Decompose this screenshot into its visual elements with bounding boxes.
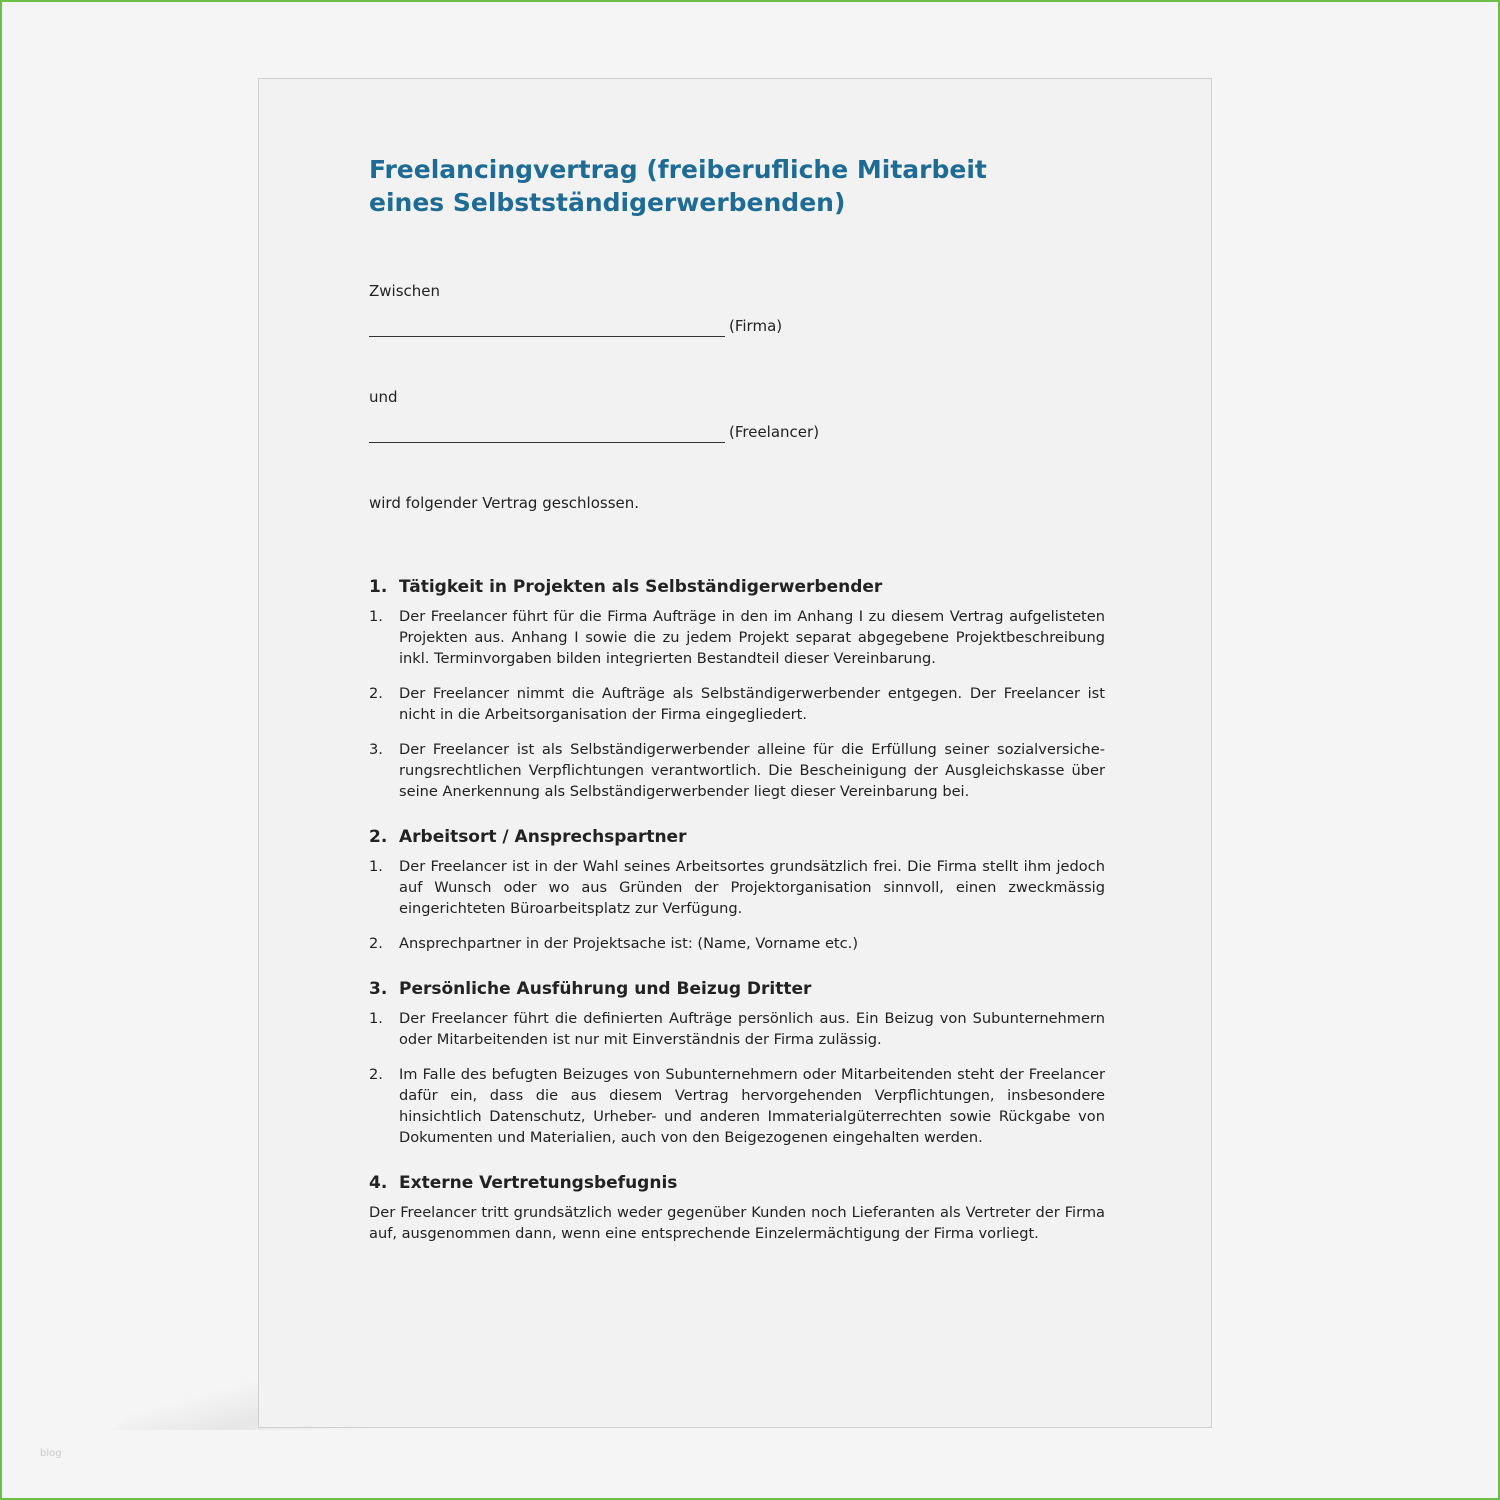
document-page — [258, 78, 1212, 1428]
freelancer-label: (Freelancer) — [729, 423, 820, 441]
firma-field — [369, 316, 1105, 337]
list-item: 2. Ansprechpartner in der Projektsache ist: (Name, Vorname etc.) — [369, 935, 859, 952]
section-heading: 2. Arbeitsort / Ansprechspartner — [369, 827, 687, 847]
watermark: blog — [40, 1448, 62, 1459]
firma-blank-line — [369, 318, 725, 337]
list-item: 1. Der Freelancer ist in der Wahl seines Arbeitsortes grundsätzlich frei. Die Firma stellt ihm jedoch auf Wunsch oder wo aus Gründen der Projektorganisation sinnvoll, einen zweckmässig eingerichteten Büroarbeitsplatz zur Verfügung. — [369, 858, 1105, 917]
list-item: 3. Der Freelancer ist als Selbständigerwerbender alleine für die Erfüllung seiner sozialversiche-rungsrechtlichen Verpflichtungen verantwortlich. Die Bescheinigung der Ausgleichskasse über seine Anerkennung als Selbständigerwerbender liegt dieser Vereinbarung bei. — [369, 741, 1105, 800]
document-title — [369, 153, 1105, 219]
section-paragraph: Der Freelancer tritt grundsätzlich weder gegenüber Kunden noch Lieferanten als Vertreter der Firma auf, ausgenommen dann, wenn eine entsprechende Einzelermächtigung der Firma vorliegt. — [369, 1204, 1105, 1242]
list-item: 1. Der Freelancer führt für die Firma Aufträge in den im Anhang I zu diesem Vertrag aufgelisteten Projekten aus. Anhang I sowie die zu jedem Projekt separat abgegebene Projektbeschreibung inkl. Terminvorgaben bilden integrierten Bestandteil dieser Vereinbarung. — [369, 608, 1105, 667]
list-item: 1. Der Freelancer führt die definierten Aufträge persönlich aus. Ein Beizug von Subunternehmern oder Mitarbeitenden ist nur mit Einverständnis der Firma zulässig. — [369, 1010, 1105, 1048]
und-label: und — [369, 388, 398, 406]
firma-label: (Firma) — [729, 317, 783, 335]
freelancer-blank-line — [369, 424, 725, 443]
document-content — [369, 153, 1105, 1244]
section-heading: 4. Externe Vertretungsbefugnis — [369, 1173, 678, 1193]
list-item: 2. Im Falle des befugten Beizuges von Subunternehmern oder Mitarbeitenden steht der Freelancer dafür ein, dass die aus diesem Vertrag hervorgehenden Verpflichtungen, insbesondere hinsichtlich Datenschutz, Urheber- und anderen Immaterialgüterrechten sowie Rückgabe von Dokumenten und Materialien, auch von den Beigezogenen eingehalten werden. — [369, 1066, 1105, 1146]
title-line-1: Freelancingvertrag (freiberufliche Mitarbeit — [369, 155, 987, 184]
closing-sentence: wird folgender Vertrag geschlossen. — [369, 494, 640, 512]
title-line-2: eines Selbstständigerwerbenden) — [369, 188, 846, 217]
section-4 — [369, 1172, 1105, 1244]
section-heading: 3. Persönliche Ausführung und Beizug Dritter — [369, 979, 812, 999]
freelancer-field — [369, 422, 1105, 443]
section-heading: 1. Tätigkeit in Projekten als Selbständigerwerbender — [369, 577, 883, 597]
section-3 — [369, 978, 1105, 1148]
list-item: 2. Der Freelancer nimmt die Aufträge als Selbständigerwerbender entgegen. Der Freelancer ist nicht in die Arbeitsorganisation der Firma eingegliedert. — [369, 685, 1105, 723]
section-1 — [369, 576, 1105, 802]
section-2 — [369, 826, 1105, 954]
between-label: Zwischen — [369, 282, 441, 300]
